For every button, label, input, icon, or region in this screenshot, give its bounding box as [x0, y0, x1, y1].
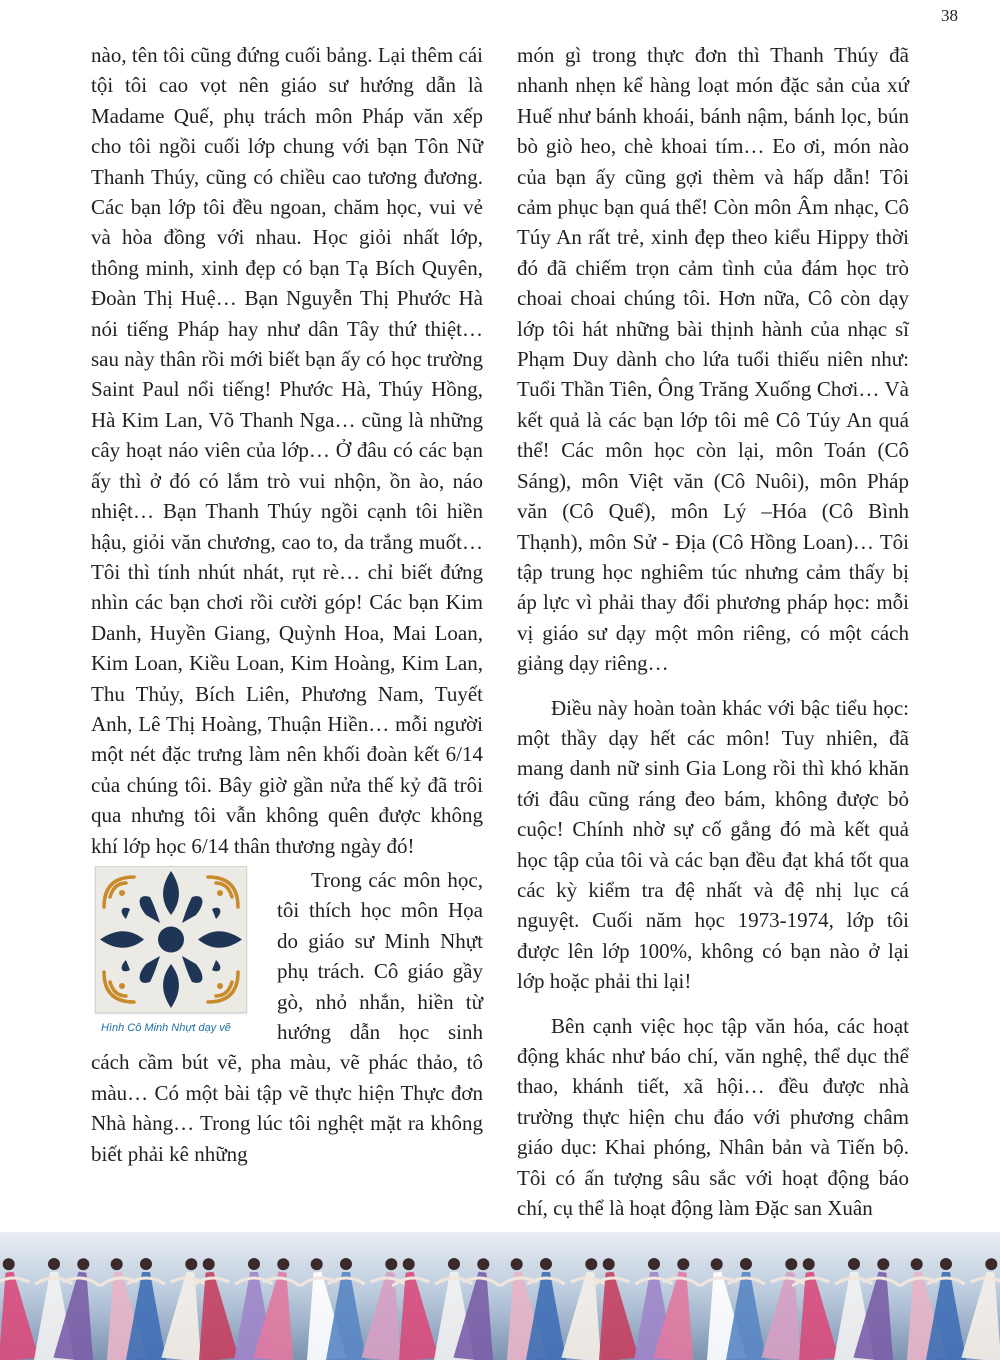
right-column — [517, 40, 909, 1223]
left-column — [91, 40, 483, 1169]
tile-image — [95, 866, 247, 1013]
page-number: 38 — [941, 6, 958, 25]
dancing-figures-icon — [0, 1232, 1000, 1360]
left-paragraph-2: Trong các môn học, tôi thích học môn Họa do giáo sư Minh Nhựt phụ trách. Cô giáo gầy gò, nhỏ nhắn, hiền từ hướng dẫn học sinh cách cầm bút vẽ, pha màu, vẽ phác thảo, tô màu… Có một bài tập vẽ thực hiện Thực đơn Nhà hàng… Trong lúc tôi nghệt mặt ra không biết phải kê những — [91, 867, 483, 1166]
decorative-banner — [0, 1232, 1000, 1360]
right-paragraph-2: Điều này hoàn toàn khác với bậc tiểu học: một thầy dạy hết các môn! Tuy nhiên, đã mang danh nữ sinh Gia Long rồi thì khó khăn tới đâu cũng ráng đeo bám, không được bỏ cuộc! Chính nhờ sự cố gắng đó mà kết quả học tập của tôi và các bạn đều đạt khá tốt qua các kỳ kiểm tra đệ nhất và đệ nhị lục cá nguyệt. Cuối năm học 1973-1974, lớp tôi được lên lớp 100%, không có bạn nào ở lại lớp hoặc phải thi lại! — [517, 695, 909, 994]
figure-tile — [91, 866, 263, 1035]
right-paragraph-3: Bên cạnh việc học tập văn hóa, các hoạt động khác như báo chí, văn nghệ, thể dục thể thao, khánh tiết, xã hội… đều được nhà trường thực hiện chu đáo với phương châm giáo dục: Khai phóng, Nhân bản và Tiến bộ. Tôi có ấn tượng sâu sắc với hoạt động báo chí, cụ thể là hoạt động làm Đặc san Xuân — [517, 1013, 909, 1221]
left-paragraph-2-wrapper — [91, 865, 483, 1169]
right-paragraph-1: món gì trong thực đơn thì Thanh Thúy đã nhanh nhẹn kể hàng loạt món đặc sản của xứ Huế như bánh khoái, bánh nậm, bánh lọc, bún bò giò heo, chè khoai tím… Eo ơi, món nào của bạn ấy cũng gợi thèm và hấp dẫn! Tôi cảm phục bạn quá thể! Còn môn Âm nhạc, Cô Túy An rất trẻ, xinh đẹp theo kiểu Hippy thời đó đã chiếm trọn cảm tình của đám học trò choai choai chúng tôi. Hơn nữa, Cô còn dạy lớp tôi hát những bài thịnh hành của nhạc sĩ Phạm Duy dành cho lứa tuổi thiếu niên như: Tuổi Thần Tiên, Ông Trăng Xuống Chơi… Và kết quả là các bạn lớp tôi mê Cô Túy An quá thể! Các môn học còn lại, môn Toán (Cô Sáng), môn Việt văn (Cô Nuôi), môn Pháp văn (Cô Quế), môn Lý –Hóa (Cô Bình Thạnh), môn Sử - Địa (Cô Hồng Loan)… Tôi tập trung học nghiêm túc nhưng cảm thấy bị áp lực vì phải thay đổi phương pháp học: mỗi vị giáo sư dạy một môn riêng, có một cách giảng dạy riêng… — [517, 43, 909, 676]
figure-caption: Hình Cô Minh Nhựt dạy vẽ — [101, 1021, 231, 1034]
left-paragraph-1: nào, tên tôi cũng đứng cuối bảng. Lại thêm cái tội tôi cao vọt nên giáo sư hướng dẫn là Madame Quế, phụ trách môn Pháp văn xếp cho tôi ngồi cuối lớp chung với bạn Tôn Nữ Thanh Thúy, cũng có chiều cao tương đương. Các bạn lớp tôi đều ngoan, chăm học, vui vẻ và hòa đồng với nhau. Học giỏi nhất lớp, thông minh, xinh đẹp có bạn Tạ Bích Quyên, Đoàn Thị Huệ… Bạn Nguyễn Thị Phước Hà nói tiếng Pháp hay như dân Tây thứ thiệt… sau này thân rồi mới biết bạn ấy có học trường Saint Paul nổi tiếng! Phước Hà, Thúy Hồng, Hà Kim Lan, Võ Thanh Nga… cũng là những cây hoạt náo viên của lớp… Ở đâu có các bạn ấy thì ở đó có lắm trò vui nhộn, ồn ào, náo nhiệt… Bạn Thanh Thúy ngồi cạnh tôi hiền hậu, giỏi văn chương, cao to, da trắng muốt… Tôi thì tính nhút nhát, rụt rè… chỉ biết đứng nhìn các bạn chơi rồi cười góp! Các bạn Kim Danh, Huyền Giang, Quỳnh Hoa, Mai Loan, Kim Loan, Kiều Loan, Kim Hoàng, Kim Lan, Thu Thủy, Bích Liên, Phương Nam, Tuyết Anh, Lê Thị Hoàng, Thuận Hiền… mỗi người một nét đặc trưng làm nên khối đoàn kết 6/14 của chúng tôi. Bây giờ gần nửa thế kỷ đã trôi qua nhưng tôi vẫn không quên được không khí lớp học 6/14 thân thương ngày đó! — [91, 43, 483, 858]
tile-pattern-icon — [96, 867, 246, 1012]
